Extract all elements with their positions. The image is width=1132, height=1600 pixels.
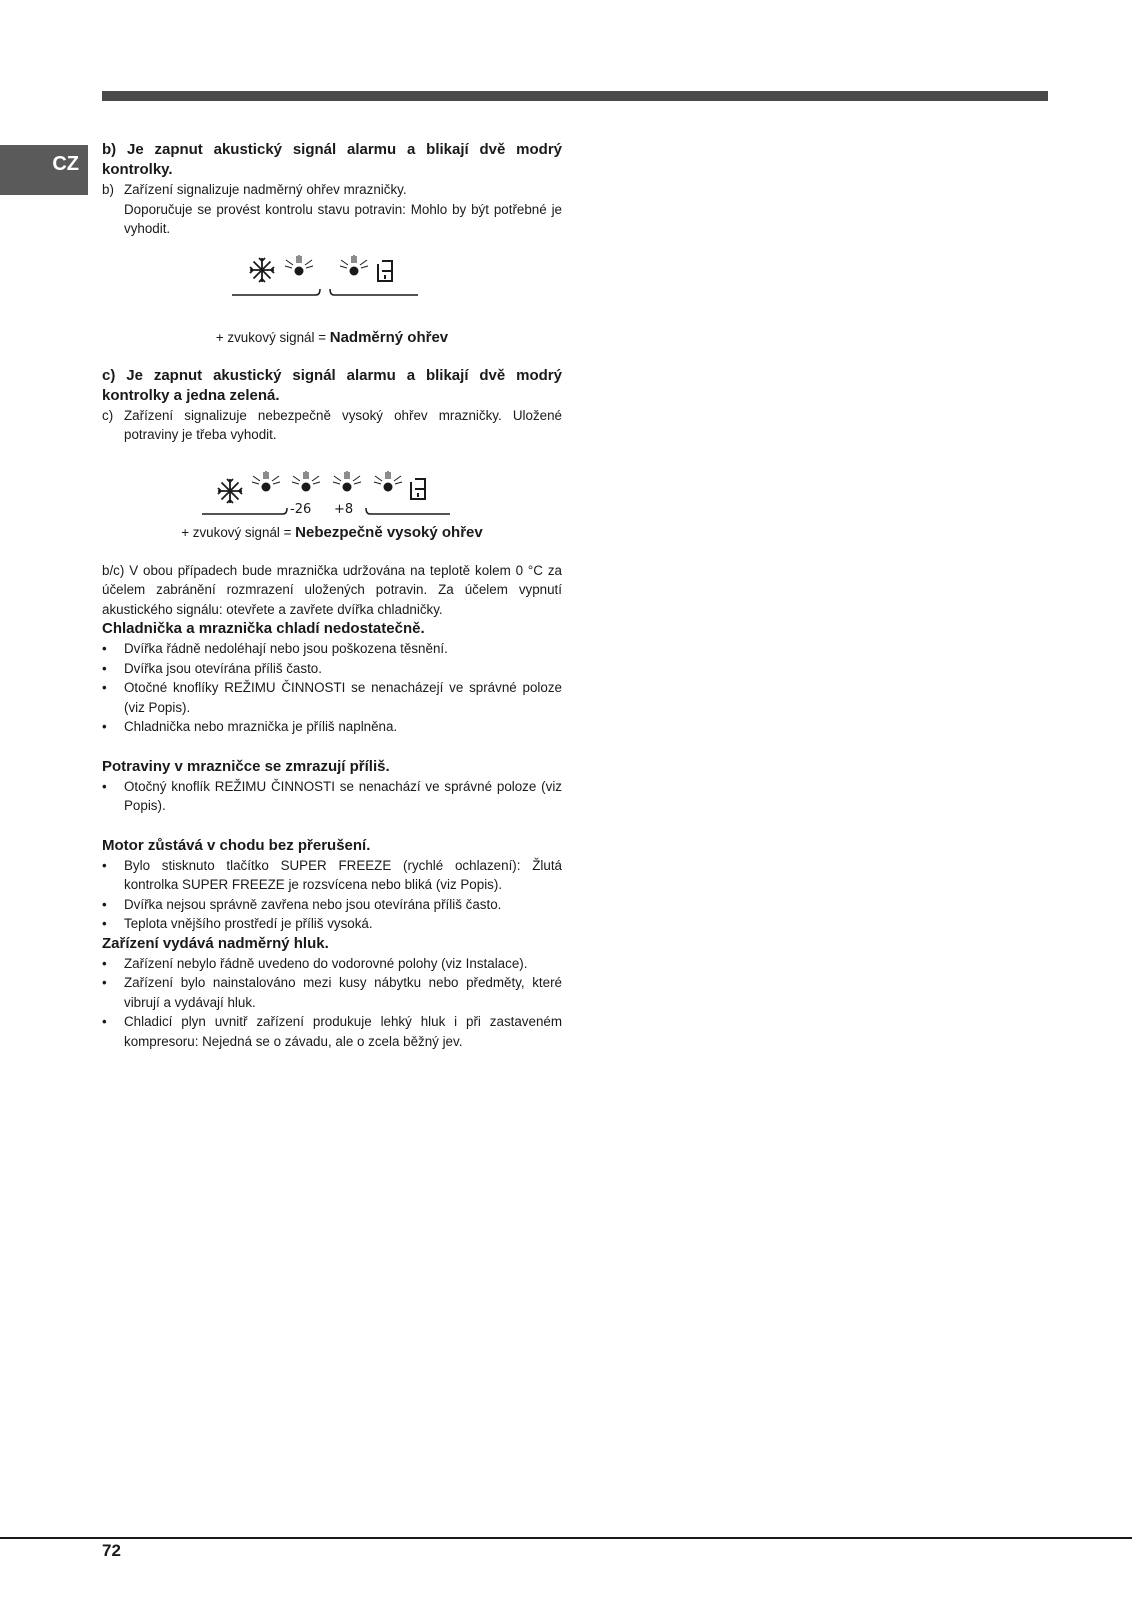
list-item-text: Dvířka řádně nedoléhají nebo jsou poškozena těsnění. — [124, 641, 448, 656]
temp-high-label: +8 — [334, 501, 354, 517]
bracket-right — [330, 289, 418, 295]
header-bar — [102, 91, 1048, 101]
language-tab: CZ — [0, 145, 88, 195]
list-item-text: Dvířka nejsou správně zavřena nebo jsou otevírána příliš často. — [124, 896, 502, 912]
blinking-led-icon — [374, 471, 402, 492]
section-b-text — [102, 180, 562, 200]
caption-b — [102, 329, 562, 346]
bracket-right — [366, 508, 450, 514]
bullet: • — [102, 955, 107, 971]
list-item-text: Chladicí plyn uvnitř zařízení produkuje lehký hluk i při zastaveném kompresoru: Nejedná se o závadu, ale o zcela běžný jev. — [124, 1014, 562, 1049]
indicator-figure-c — [102, 445, 562, 521]
snowflake-icon — [218, 479, 242, 503]
list-item — [102, 954, 562, 974]
caption-c — [102, 524, 562, 541]
bullet: • — [102, 719, 107, 734]
caption-b-bold: Nadměrný ohřev — [329, 328, 449, 346]
bullet: • — [102, 778, 107, 794]
blinking-led-icon — [285, 255, 313, 276]
bullet: • — [102, 857, 107, 873]
section-c-heading: c) Je zapnut akustický signál alarmu a blikají dvě modrý kontrolky a jedna zelená. — [102, 366, 562, 404]
section-b-heading: b) Je zapnut akustický signál alarmu a blikají dvě modrý kontrolky. — [102, 141, 562, 178]
list-item-text: Chladnička nebo mraznička je příliš naplněna. — [124, 719, 398, 734]
list-item — [102, 639, 562, 659]
list-item — [102, 895, 562, 915]
list-item — [102, 678, 562, 717]
blinking-led-icon — [340, 255, 368, 276]
section-c-line1: Zařízení signalizuje nebezpečně vysoký ohřev mrazničky. Uložené potraviny je třeba vyhodit. — [124, 407, 562, 442]
list-item — [102, 1012, 562, 1051]
list-item — [102, 659, 562, 679]
list-item-text: Dvířka jsou otevírána příliš často. — [124, 660, 322, 676]
content-column — [102, 140, 562, 1051]
problem-3-heading: Motor zůstává v chodu bez přerušení. — [102, 836, 371, 854]
list-item-text: Otočný knoflík REŽIMU ČINNOSTI se nenachází ve správné poloze (viz Popis). — [124, 778, 562, 813]
blinking-led-icon — [292, 471, 320, 492]
list-item-text: Teplota vnějšího prostředí je příliš vysoká. — [124, 916, 373, 931]
bullet: • — [102, 896, 107, 912]
temp-low-label: -26 — [290, 501, 312, 517]
list-item — [102, 856, 562, 895]
problem-2-heading: Potraviny v mrazničce se zmrazují příliš. — [102, 757, 390, 775]
bullet: • — [102, 1014, 107, 1029]
list-item — [102, 914, 562, 934]
bullet: • — [102, 916, 107, 931]
list-item-text: Zařízení bylo nainstalováno mezi kusy nábytku nebo předměty, které vibrují a vydávají hluk. — [124, 975, 562, 1010]
list-item-text: Otočné knoflíky REŽIMU ČINNOSTI se nenacházejí ve správné poloze (viz Popis). — [124, 680, 562, 715]
caption-c-prefix: + zvukový signál = — [181, 524, 296, 540]
caption-b-prefix: + zvukový signál = — [215, 329, 330, 345]
problem-4-heading: Zařízení vydává nadměrný hluk. — [102, 934, 329, 952]
indicator-diagram-b — [102, 239, 562, 329]
indicator-diagram-c — [102, 445, 562, 521]
list-item — [102, 973, 562, 1012]
indicator-figure-b — [102, 239, 562, 329]
bc-note: b/c) V obou případech bude mraznička udržována na teplotě kolem 0 °C za účelem zabránění rozmrazení uložených potravin. Za účelem vypnutí akustického signálu: otevřete a zavřete dvířka chladničky. — [102, 562, 562, 617]
section-c-label: c) — [102, 407, 114, 423]
list-item-text: Bylo stisknuto tlačítko SUPER FREEZE (rychlé ochlazení): Žlutá kontrolka SUPER FREEZE je rozsvícena nebo bliká (viz Popis). — [124, 857, 562, 892]
section-b-line1: Zařízení signalizuje nadměrný ohřev mrazničky. — [124, 182, 407, 197]
snowflake-icon — [250, 258, 274, 282]
bullet: • — [102, 660, 107, 676]
list-item-text: Zařízení nebylo řádně uvedeno do vodorovné polohy (viz Instalace). — [124, 955, 528, 971]
list-item — [102, 777, 562, 816]
section-b-label: b) — [102, 182, 114, 197]
blinking-led-icon — [333, 471, 361, 492]
bullet: • — [102, 680, 107, 695]
bracket-left — [232, 289, 320, 295]
problem-1-heading: Chladnička a mraznička chladí nedostatečně. — [102, 620, 425, 637]
section-b-line2: Doporučuje se provést kontrolu stavu potravin: Mohlo by být potřebné je vyhodit. — [124, 201, 562, 236]
blinking-led-icon — [252, 471, 280, 492]
caption-c-bold: Nebezpečně vysoký ohřev — [295, 523, 483, 541]
bullet: • — [102, 975, 107, 990]
page-number: 72 — [102, 1541, 121, 1560]
list-item — [102, 717, 562, 737]
section-c-text — [102, 406, 562, 445]
footer-rule — [0, 1537, 1132, 1539]
bullet: • — [102, 641, 107, 656]
fridge-icon — [378, 261, 392, 281]
fridge-icon — [411, 479, 425, 499]
bracket-left — [202, 508, 287, 514]
